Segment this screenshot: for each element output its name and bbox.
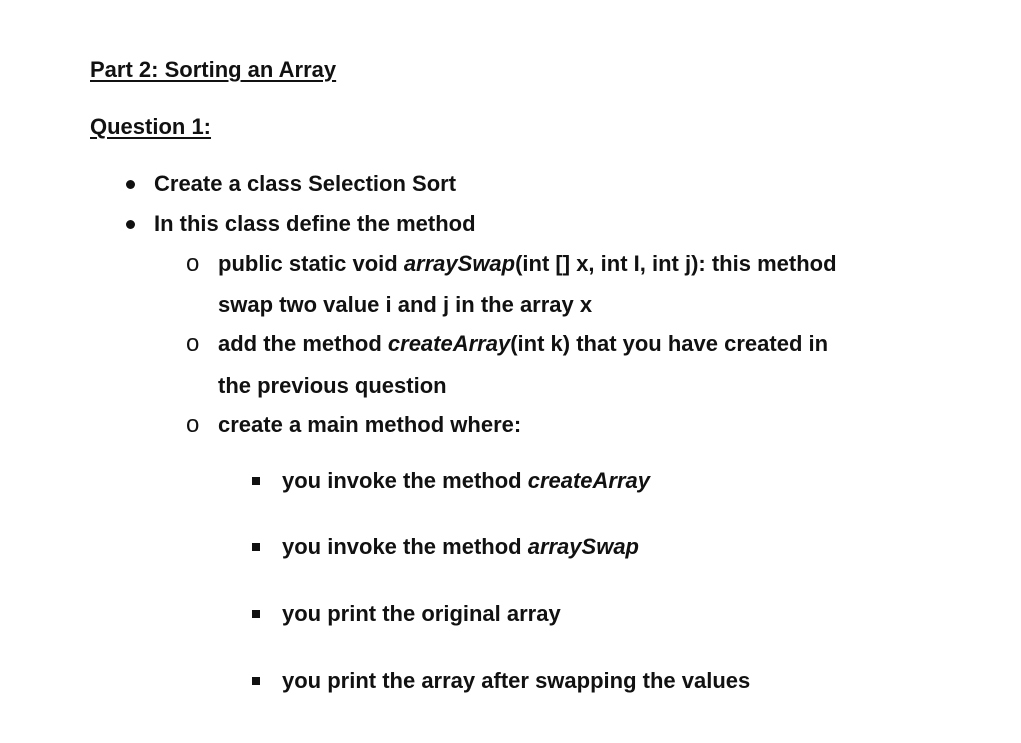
sub-item-text: public static void: [218, 251, 404, 276]
square-bullet-icon: [252, 610, 260, 618]
sub-item-createarray: [218, 330, 828, 358]
step-text: you invoke the method: [282, 468, 528, 493]
method-name: createArray: [527, 468, 651, 493]
step-item: [282, 467, 650, 495]
bullet-item: Create a class Selection Sort: [154, 171, 457, 196]
square-bullet-icon: [252, 477, 260, 485]
bullet-item: In this class define the method: [154, 211, 476, 236]
square-bullet-icon: [252, 543, 260, 551]
sub-item-text: add the method: [218, 331, 388, 356]
bullet-disc-icon: [126, 220, 135, 229]
step-text: you print the original array: [282, 601, 561, 626]
sub-bullet-ring-icon: o: [186, 250, 200, 277]
sub-item-continuation: swap two value i and j in the array x: [218, 292, 593, 317]
sub-bullet-ring-icon: o: [186, 330, 200, 357]
heading: Part 2: Sorting an Array: [90, 57, 337, 82]
sub-item-main-method: create a main method where:: [218, 412, 522, 437]
subheading: Question 1:: [90, 114, 212, 139]
step-text: you print the array after swapping the values: [282, 668, 751, 693]
method-name: arraySwap: [403, 251, 516, 276]
method-name: createArray: [387, 331, 511, 356]
step-item: [282, 600, 561, 628]
square-bullet-icon: [252, 677, 260, 685]
bullet-disc-icon: [126, 180, 135, 189]
sub-item-arrayswap: [218, 250, 837, 278]
sub-item-text: (int k) that you have created in: [510, 331, 829, 356]
step-item: [282, 667, 750, 695]
step-text: you invoke the method: [282, 534, 528, 559]
sub-item-continuation: the previous question: [218, 373, 447, 398]
method-name: arraySwap: [527, 534, 639, 559]
step-item: [282, 533, 639, 561]
sub-item-text: (int [] x, int I, int j): this method: [515, 251, 837, 276]
sub-bullet-ring-icon: o: [186, 411, 200, 438]
